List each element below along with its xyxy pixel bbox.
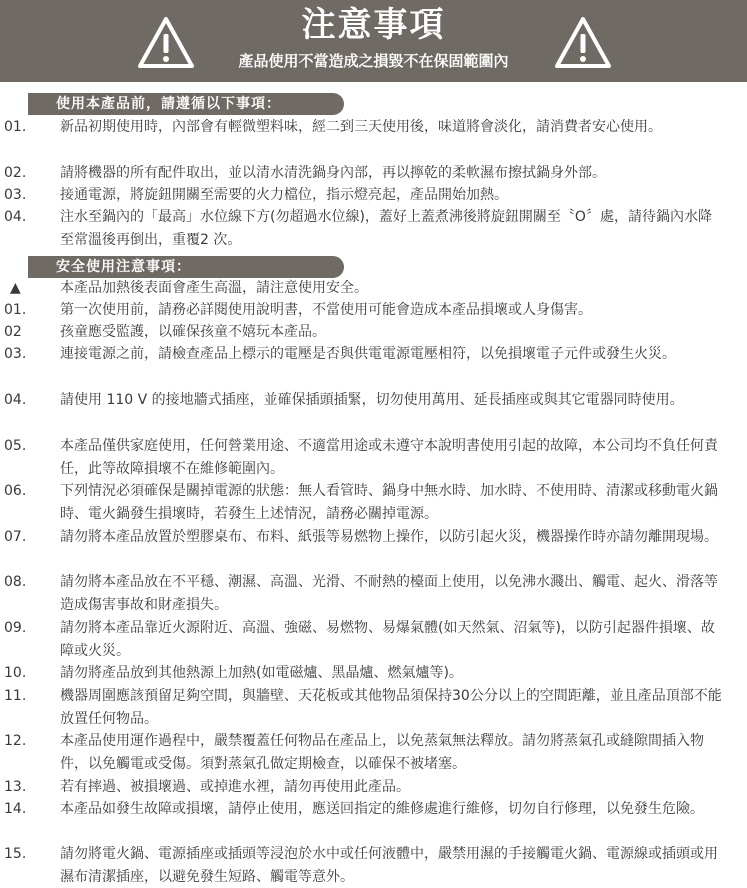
page-subtitle: 產品使用不當造成之損毀不在保固範圍內 [238,52,509,70]
item-number: 09. [4,620,27,636]
list-item [4,184,722,207]
item-number: 13. [4,779,27,795]
item-text: 請勿將本產品放在不平穩、潮濕、高溫、光滑、不耐熱的檯面上使用，以免沸水濺出、觸電、起火、滑落等造成傷害事故和財產損失。 [60,574,718,613]
item-text: 若有摔過、被損壞過、或掉進水裡，請勿再使用此產品。 [60,779,410,795]
item-text: 連接電源之前，請檢查產品上標示的電壓是否與供電電源電壓相符，以免損壞電子元件或發生火災。 [60,346,676,362]
list-item [4,776,722,799]
header-banner [0,0,747,82]
list-item [4,162,722,185]
item-text: 機器周圍應該預留足夠空間，與牆壁、天花板或其他物品須保持30公分以上的空間距離，並且產品頂部不能放置任何物品。 [60,688,722,727]
item-text: 請勿將電火鍋、電源插座或插頭等浸泡於水中或任何液體中，嚴禁用濕的手接觸電火鍋、電源線或插頭或用濕布清潔插座，以避免發生短路、觸電等意外。 [60,846,718,885]
item-text: 本產品加熱後表面會產生高溫，請注意使用安全。 [60,280,368,296]
item-number: 03. [4,187,27,203]
item-text: 接通電源，將旋鈕開關至需要的火力檔位，指示燈亮起，產品開始加熱。 [60,187,508,203]
item-number: 02 [4,324,22,340]
list-item [4,730,722,775]
page-title: 注意事項 [301,5,446,45]
item-number: 08. [4,574,27,590]
item-text: 第一次使用前，請務必詳閱使用說明書，不當使用可能會造成本產品損壞或人身傷害。 [60,302,592,318]
list-item [4,206,722,251]
item-text: 請勿將產品放到其他熱源上加熱(如電磁爐、黑晶爐、燃氣爐等)。 [60,665,463,681]
item-text: 注水至鍋內的「最高」水位線下方(勿超過水位線)，蓋好上蓋煮沸後將旋鈕開關至〝O〞處，請待鍋內水降至常溫後再倒出，重覆2 次。 [60,209,712,248]
item-number: 15. [4,846,27,862]
item-number: 04. [4,209,27,225]
list-item [4,662,722,685]
item-text: 請勿將本產品靠近火源附近、高溫、強磁、易燃物、易爆氣體(如天然氣、沼氣等)，以防引起器件損壞、故障或火災。 [60,620,715,659]
list-item [4,571,722,616]
item-number: 04. [4,392,27,408]
item-text: 本產品僅供家庭使用，任何營業用途、不適當用途或未遵守本說明書使用引起的故障，本公司均不負任何責任，此等故障損壞不在維修範圍內。 [60,438,718,477]
list-item [4,343,722,366]
list-item [4,389,722,412]
list-item [4,617,722,662]
item-number: 02. [4,165,27,181]
warning-triangle-bullet: ▲ [10,280,21,296]
item-number: 05. [4,438,27,454]
list-item [4,435,722,480]
item-number: 11. [4,688,27,704]
list-item [4,299,722,322]
list-item [4,843,722,888]
safety-heading: 安全使用注意事項： [28,256,344,278]
item-text: 請將機器的所有配件取出，並以清水清洗鍋身內部，再以擰乾的柔軟濕布擦拭鍋身外部。 [60,165,606,181]
list-item [4,116,722,139]
item-number: 10. [4,665,27,681]
item-number: 01. [4,302,27,318]
item-number: 14. [4,801,27,817]
item-text: 本產品使用運作過程中，嚴禁覆蓋任何物品在產品上，以免蒸氣無法釋放。請勿將蒸氣孔或縫隙間插入物件，以免觸電或受傷。須對蒸氣孔做定期檢查，以確保不被堵塞。 [60,733,704,772]
list-item [4,798,722,821]
item-text: 孩童應受監護，以確保孩童不嬉玩本產品。 [60,324,326,340]
item-number: 06. [4,483,27,499]
item-text: 請勿將本產品放置於塑膠桌布、布料、紙張等易燃物上操作，以防引起火災，機器操作時亦請勿離開現場。 [60,529,718,545]
item-number: 12. [4,733,27,749]
list-item [4,480,722,525]
warning-triangle-icon [554,16,612,70]
item-text: 請使用 110 V 的接地牆式插座，並確保插頭插緊，切勿使用萬用、延長插座或與其它電器同時使用。 [60,392,684,408]
item-text: 下列情況必須確保是關掉電源的狀態：無人看管時、鍋身中無水時、加水時、不使用時、清潔或移動電火鍋時、電火鍋發生損壞時，若發生上述情況，請務必關掉電源。 [60,483,718,522]
list-item [4,526,722,549]
item-text: 新品初期使用時，內部會有輕微塑料味，經二到三天使用後，味道將會淡化，請消費者安心使用。 [60,119,662,135]
item-number: 07. [4,529,27,545]
usage-heading: 使用本產品前，請遵循以下事項： [28,93,344,115]
item-number: 01. [4,119,27,135]
list-item [4,321,722,344]
item-number: 03. [4,346,27,362]
list-item [4,277,722,300]
item-text: 本產品如發生故障或損壞，請停止使用，應送回指定的維修處進行維修，切勿自行修理，以免發生危險。 [60,801,704,817]
list-item [4,685,722,730]
